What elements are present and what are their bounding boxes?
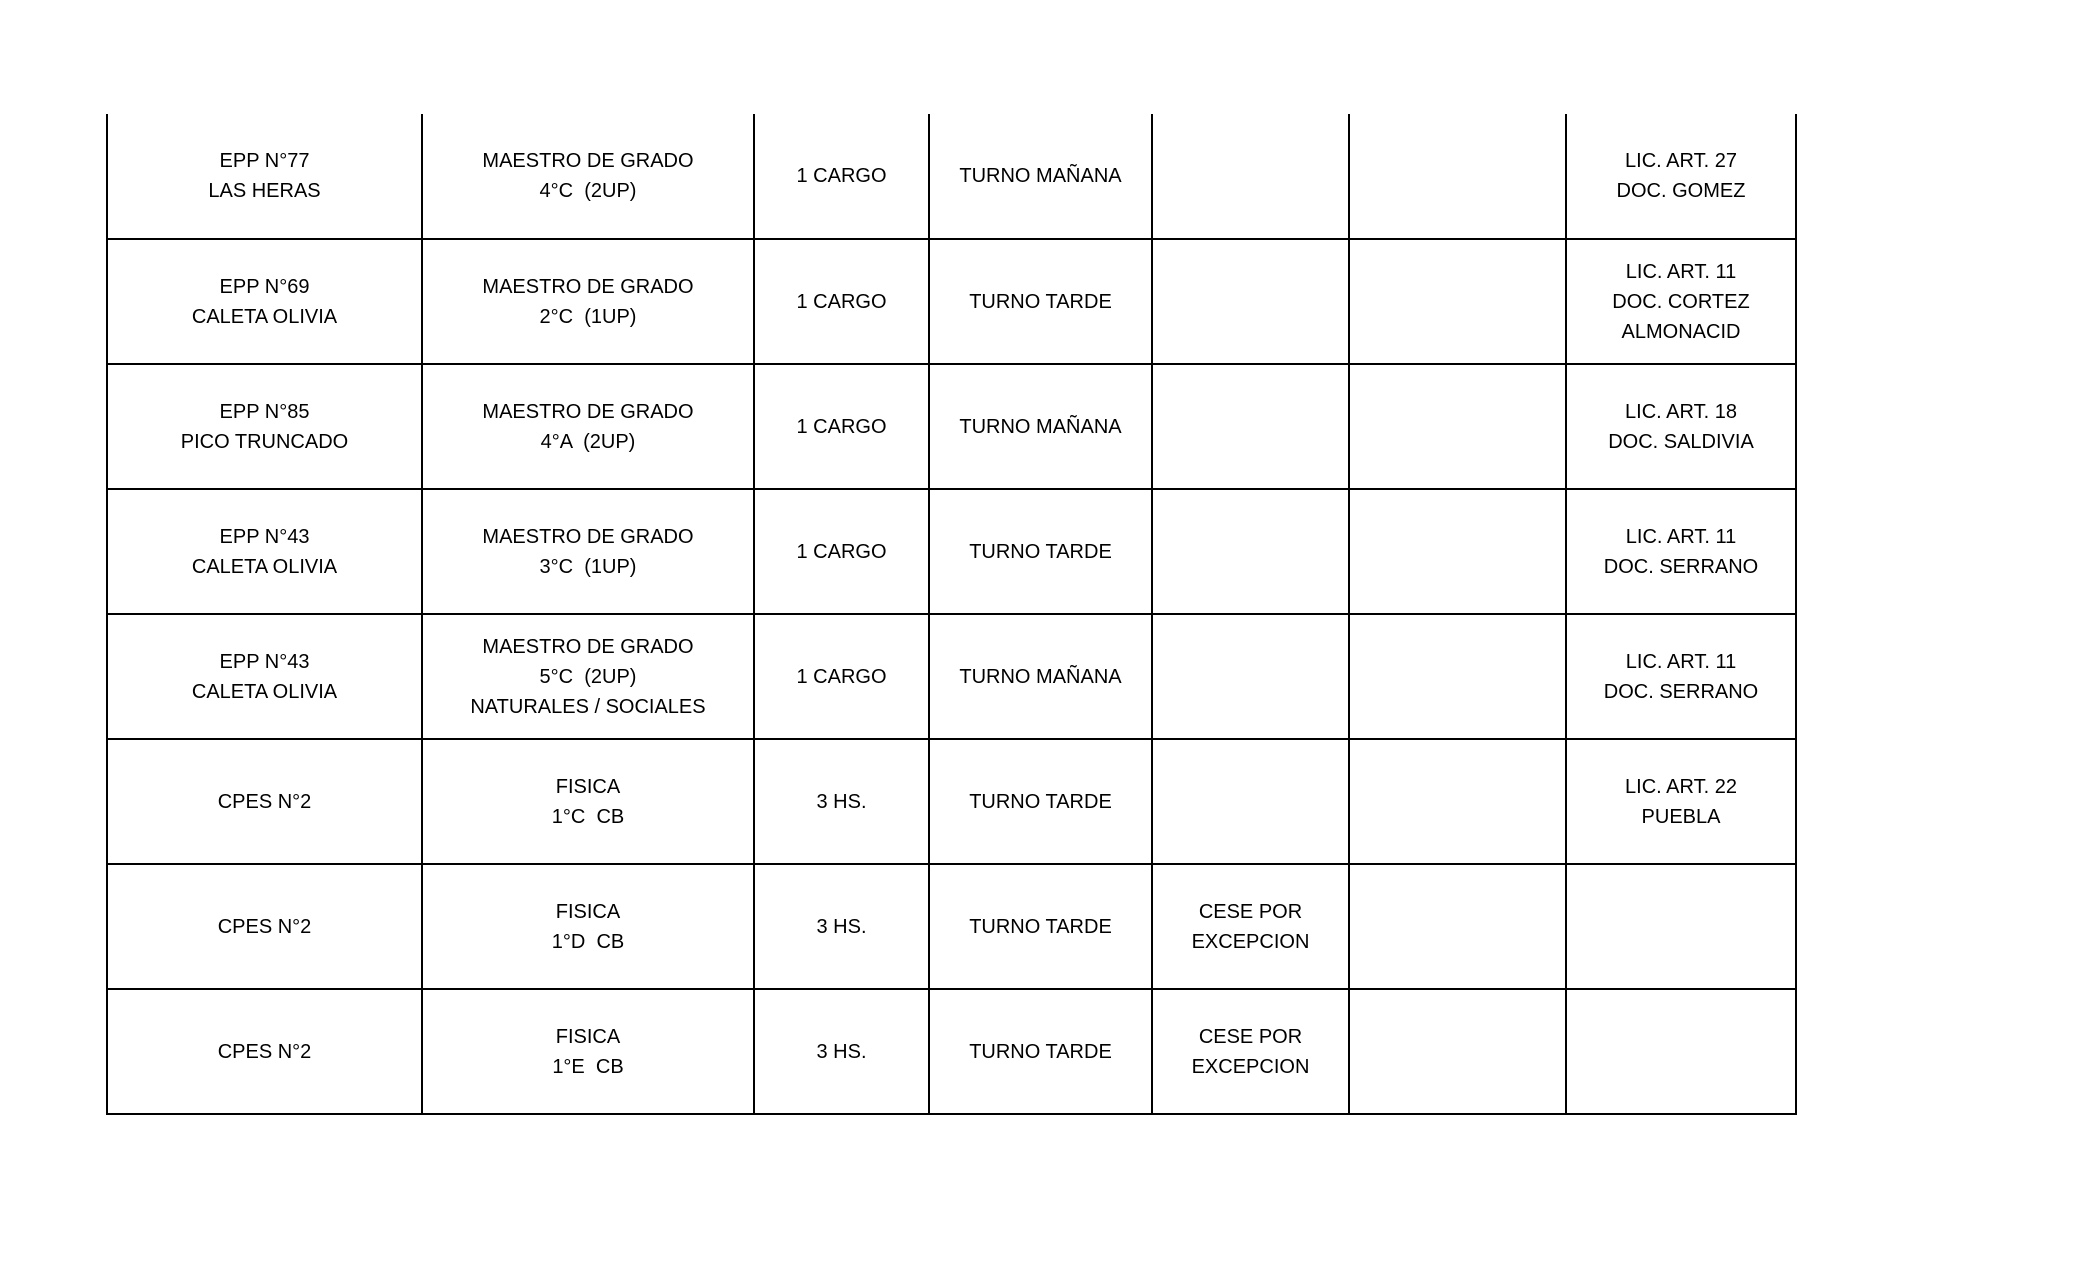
- table-row: [107, 614, 1796, 739]
- license-text: LIC. ART. 11: [1625, 260, 1737, 283]
- license-text: DOC. SERRANO: [1603, 680, 1759, 703]
- shift-cell: [929, 114, 1152, 239]
- quantity-text: 1 CARGO: [796, 165, 887, 187]
- shift-text: TURNO TARDE: [969, 790, 1112, 813]
- position-text: 5°C (2UP): [539, 665, 637, 688]
- school-text: CALETA OLIVIA: [191, 555, 338, 578]
- school-cell: [107, 739, 422, 864]
- reason-cell: [1152, 114, 1349, 239]
- quantity-text: 3 HS.: [816, 1040, 867, 1063]
- quantity-text: 1 CARGO: [796, 290, 887, 313]
- vacancy-table: [106, 114, 1797, 1115]
- shift-cell: [929, 239, 1152, 364]
- table-row: [107, 364, 1796, 489]
- reason-text: CESE POR: [1198, 1025, 1303, 1048]
- reason-cell: [1152, 489, 1349, 614]
- position-text: FISICA: [555, 900, 621, 923]
- reason-cell: [1152, 614, 1349, 739]
- shift-text: TURNO TARDE: [969, 1040, 1112, 1063]
- license-text: LIC. ART. 22: [1625, 775, 1737, 798]
- license-text: LIC. ART. 27: [1625, 150, 1737, 172]
- license-cell: [1566, 364, 1796, 489]
- position-text: FISICA: [555, 775, 621, 798]
- license-cell: [1566, 739, 1796, 864]
- license-cell: [1566, 864, 1796, 989]
- position-text: 1°D CB: [551, 930, 625, 953]
- shift-cell: [929, 989, 1152, 1114]
- position-text: MAESTRO DE GRADO: [482, 525, 694, 548]
- license-text: LIC. ART. 11: [1625, 525, 1737, 548]
- school-cell: [107, 239, 422, 364]
- position-text: 4°C (2UP): [539, 180, 637, 202]
- license-text: DOC. GOMEZ: [1616, 180, 1746, 202]
- license-text: DOC. CORTEZ: [1612, 290, 1750, 313]
- table-row: [107, 739, 1796, 864]
- quantity-cell: [754, 489, 929, 614]
- reason-cell: [1152, 739, 1349, 864]
- shift-cell: [929, 739, 1152, 864]
- quantity-text: 1 CARGO: [796, 665, 887, 688]
- quantity-text: 3 HS.: [816, 915, 867, 938]
- reason-text: EXCEPCION: [1191, 1055, 1310, 1078]
- position-cell: [422, 989, 754, 1114]
- shift-text: TURNO TARDE: [969, 915, 1112, 938]
- shift-cell: [929, 364, 1152, 489]
- school-text: CALETA OLIVIA: [191, 680, 338, 703]
- license-text: PUEBLA: [1641, 805, 1721, 828]
- position-cell: [422, 489, 754, 614]
- quantity-text: 1 CARGO: [796, 415, 887, 438]
- shift-text: TURNO TARDE: [969, 540, 1112, 563]
- school-text: PICO TRUNCADO: [180, 430, 349, 453]
- quantity-text: 3 HS.: [816, 790, 867, 813]
- extra-cell: [1349, 489, 1566, 614]
- school-text: EPP N°43: [219, 650, 310, 673]
- table-row: [107, 489, 1796, 614]
- extra-cell: [1349, 239, 1566, 364]
- table-body: [107, 114, 1796, 1114]
- position-text: 2°C (1UP): [539, 305, 637, 328]
- school-cell: [107, 489, 422, 614]
- school-cell: [107, 114, 422, 239]
- license-cell: [1566, 614, 1796, 739]
- school-cell: [107, 989, 422, 1114]
- quantity-cell: [754, 364, 929, 489]
- school-text: EPP N°85: [219, 400, 310, 423]
- school-text: CPES N°2: [217, 915, 312, 938]
- reason-cell: [1152, 989, 1349, 1114]
- position-cell: [422, 739, 754, 864]
- extra-cell: [1349, 364, 1566, 489]
- quantity-cell: [754, 114, 929, 239]
- shift-text: TURNO MAÑANA: [959, 165, 1122, 187]
- license-text: ALMONACID: [1621, 320, 1741, 343]
- position-cell: [422, 239, 754, 364]
- position-text: 3°C (1UP): [539, 555, 637, 578]
- school-text: LAS HERAS: [208, 180, 321, 202]
- position-cell: [422, 364, 754, 489]
- position-text: MAESTRO DE GRADO: [482, 150, 694, 172]
- shift-text: TURNO TARDE: [969, 290, 1112, 313]
- reason-text: CESE POR: [1198, 900, 1303, 923]
- shift-text: TURNO MAÑANA: [959, 665, 1122, 688]
- school-text: CPES N°2: [217, 790, 312, 813]
- school-cell: [107, 614, 422, 739]
- extra-cell: [1349, 989, 1566, 1114]
- quantity-text: 1 CARGO: [796, 540, 887, 563]
- license-cell: [1566, 114, 1796, 239]
- position-text: NATURALES / SOCIALES: [470, 695, 706, 718]
- extra-cell: [1349, 739, 1566, 864]
- position-text: MAESTRO DE GRADO: [482, 275, 694, 298]
- shift-cell: [929, 614, 1152, 739]
- table-row: [107, 864, 1796, 989]
- extra-cell: [1349, 864, 1566, 989]
- license-cell: [1566, 239, 1796, 364]
- reason-cell: [1152, 364, 1349, 489]
- table-row: [107, 114, 1796, 239]
- position-cell: [422, 864, 754, 989]
- reason-cell: [1152, 864, 1349, 989]
- shift-cell: [929, 864, 1152, 989]
- license-text: DOC. SALDIVIA: [1608, 430, 1754, 453]
- quantity-cell: [754, 239, 929, 364]
- position-text: 1°C CB: [551, 805, 625, 828]
- school-text: EPP N°69: [219, 275, 310, 298]
- license-cell: [1566, 989, 1796, 1114]
- license-cell: [1566, 489, 1796, 614]
- position-cell: [422, 614, 754, 739]
- school-text: CALETA OLIVIA: [191, 305, 338, 328]
- extra-cell: [1349, 114, 1566, 239]
- license-text: LIC. ART. 18: [1625, 400, 1737, 423]
- school-text: CPES N°2: [217, 1040, 312, 1063]
- school-cell: [107, 364, 422, 489]
- school-text: EPP N°43: [219, 525, 310, 548]
- extra-cell: [1349, 614, 1566, 739]
- quantity-cell: [754, 614, 929, 739]
- quantity-cell: [754, 864, 929, 989]
- reason-text: EXCEPCION: [1191, 930, 1310, 953]
- shift-text: TURNO MAÑANA: [959, 415, 1122, 438]
- position-cell: [422, 114, 754, 239]
- license-text: LIC. ART. 11: [1625, 650, 1737, 673]
- quantity-cell: [754, 989, 929, 1114]
- quantity-cell: [754, 739, 929, 864]
- position-text: MAESTRO DE GRADO: [482, 400, 694, 423]
- table-row: [107, 239, 1796, 364]
- school-text: EPP N°77: [219, 150, 310, 172]
- table-row: [107, 989, 1796, 1114]
- reason-cell: [1152, 239, 1349, 364]
- position-text: 4°A (2UP): [540, 430, 636, 453]
- position-text: MAESTRO DE GRADO: [482, 635, 694, 658]
- position-text: FISICA: [555, 1025, 621, 1048]
- license-text: DOC. SERRANO: [1603, 555, 1759, 578]
- shift-cell: [929, 489, 1152, 614]
- school-cell: [107, 864, 422, 989]
- position-text: 1°E CB: [552, 1055, 624, 1078]
